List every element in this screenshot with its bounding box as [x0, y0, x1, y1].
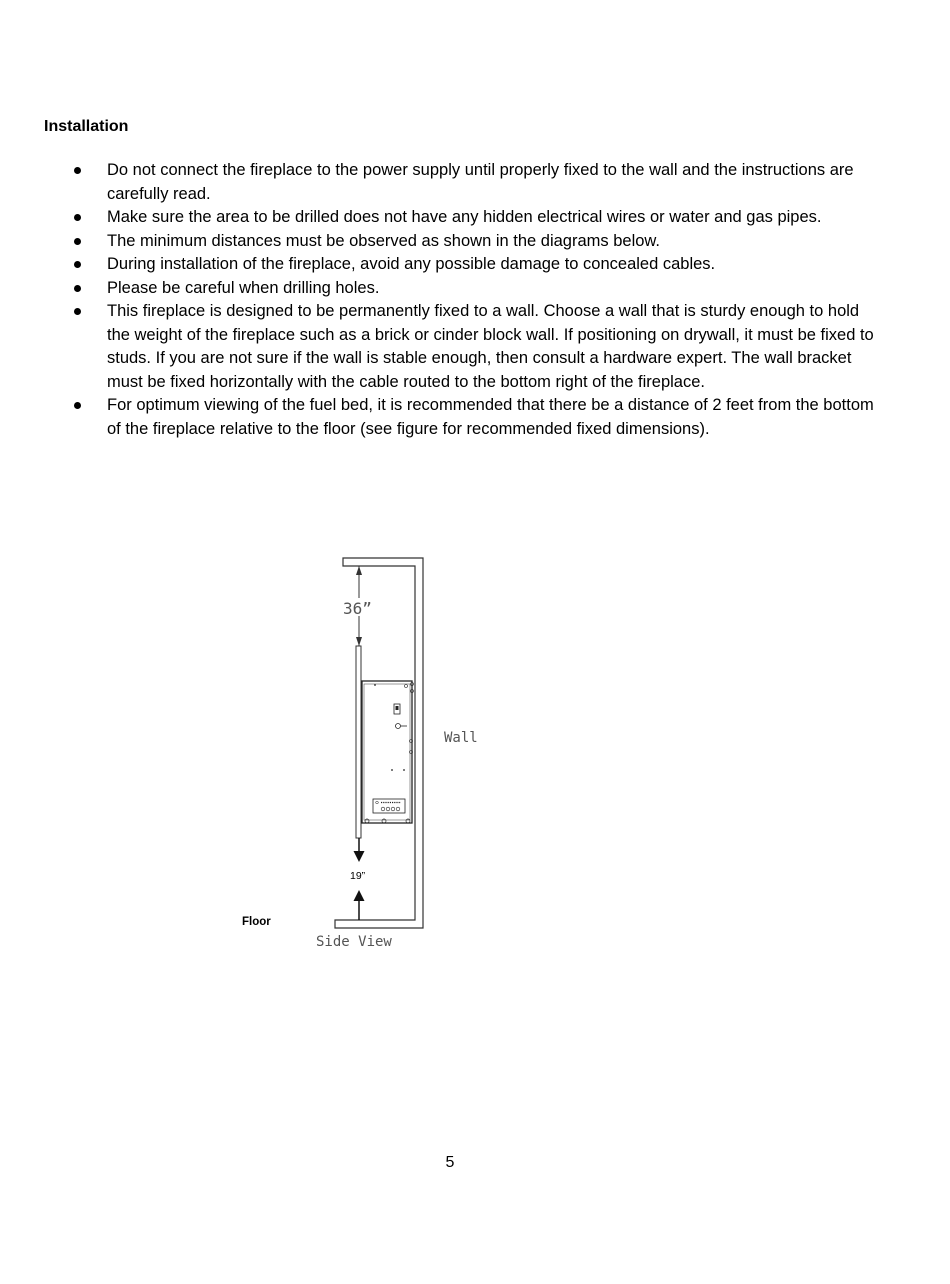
bottom-arrow-up-icon [354, 890, 365, 901]
instruction-list [74, 159, 874, 441]
list-item [74, 230, 874, 254]
top-arrow-down-icon [356, 637, 362, 646]
list-item [74, 159, 874, 206]
list-item [74, 206, 874, 230]
section-heading: Installation [44, 118, 129, 135]
bullet-icon [74, 261, 81, 268]
list-item [74, 300, 874, 394]
screw [391, 769, 393, 771]
fireplace-body [362, 681, 412, 823]
bullet-icon [74, 402, 81, 409]
page-number: 5 [445, 1154, 455, 1171]
bullet-icon [74, 285, 81, 292]
screw [405, 685, 408, 688]
list-item [74, 253, 874, 277]
list-item [74, 394, 874, 441]
wall-label: Wall [444, 730, 478, 746]
knob-icon [396, 724, 401, 729]
bullet-icon [74, 308, 81, 315]
floor-label: Floor [242, 916, 271, 928]
bullet-icon [74, 214, 81, 221]
list-item-text: Make sure the area to be drilled does not have any hidden electrical wires or water and gas pipes. [107, 208, 822, 226]
front-panel [356, 646, 361, 838]
list-item-text: Please be careful when drilling holes. [107, 278, 380, 297]
list-item-text: For optimum viewing of the fuel bed, it is recommended that there be a distance of 2 feet from the bottom of the fireplace relative to the floor (see figure for recommended fixed dimensions). [107, 396, 874, 438]
control-button [381, 807, 385, 811]
list-item-text: During installation of the fireplace, avoid any possible damage to concealed cables. [107, 255, 716, 273]
control-panel [373, 799, 405, 813]
fireplace-inner-frame [364, 684, 410, 820]
switch-knob [396, 706, 399, 710]
side-view-diagram [230, 548, 510, 958]
view-label: Side View [316, 934, 392, 950]
bottom-arrow-down-icon [354, 851, 365, 862]
top-dimension-label: 36” [343, 599, 372, 618]
screw [403, 769, 405, 771]
indicator-light [376, 801, 379, 804]
top-arrow-up-icon [356, 566, 362, 575]
list-item-text: This fireplace is designed to be permanently fixed to a wall. Choose a wall that is sturdy enough to hold the weight of the fireplace such as a brick or cinder block wall. If positioning on drywall, it must be fixed to studs. If you are not sure if the wall is stable enough, then consult a hardware expert. The wall bracket must be fixed horizontally with the cable routed to the bottom right of the fireplace. [107, 302, 874, 391]
screw [374, 684, 376, 686]
side-view-drawing [230, 548, 510, 958]
bullet-icon [74, 238, 81, 245]
list-item-text: The minimum distances must be observed as shown in the diagrams below. [107, 231, 661, 250]
control-button [396, 807, 400, 811]
bullet-icon [74, 167, 81, 174]
control-button [386, 807, 390, 811]
list-item-text: Do not connect the fireplace to the power supply until properly fixed to the wall and the instructions are carefully read. [107, 161, 854, 203]
control-button [391, 807, 395, 811]
list-item [74, 277, 874, 301]
bottom-dimension-label: 19” [350, 870, 366, 882]
